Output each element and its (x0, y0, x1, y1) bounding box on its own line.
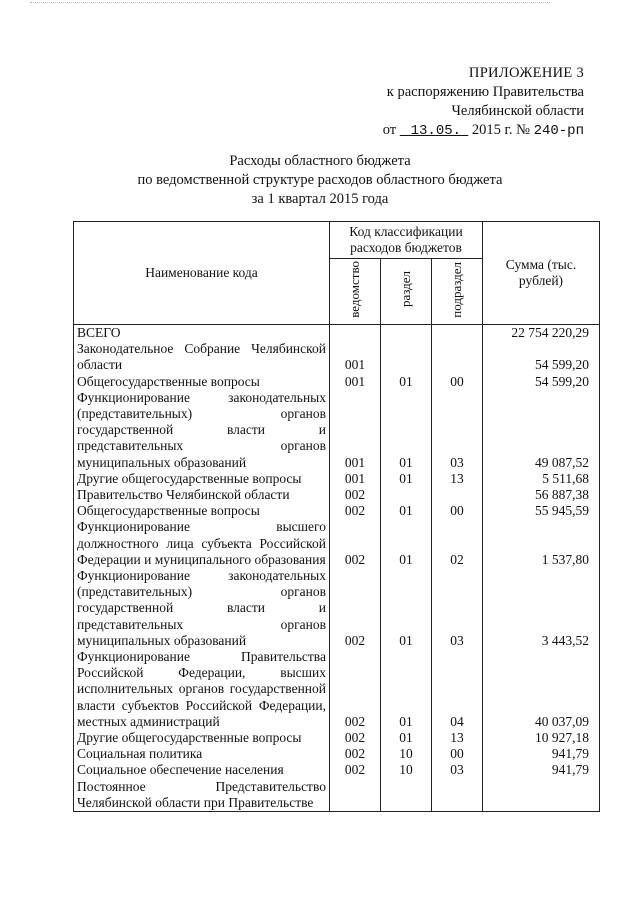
header-sum: Сумма (тыс. рублей) (483, 222, 600, 325)
row-subsection: 03 (432, 390, 483, 471)
row-department: 002 (330, 568, 381, 649)
row-name: Функционирование Правительства Российской Федерации, высших исполнительных органов государственной власти субъектов Российской Федерации, местных администраций (74, 649, 330, 730)
order-year: 2015 г. № (471, 122, 530, 138)
document-title-line-1: Расходы областного бюджета (229, 153, 411, 169)
row-subsection: 00 (432, 374, 483, 390)
row-sum: 56 887,38 (483, 487, 600, 503)
row-sum: 5 511,68 (483, 471, 600, 487)
row-name: Другие общегосударственные вопросы (74, 730, 330, 746)
table-row (74, 746, 600, 762)
row-name: ВСЕГО (74, 325, 330, 342)
document-title-line-3: за 1 квартал 2015 года (251, 191, 389, 207)
header-classification: Код классификации расходов бюджетов (330, 222, 483, 259)
scan-artifact-line (30, 2, 550, 5)
table-row (74, 503, 600, 519)
row-department: 002 (330, 519, 381, 568)
row-name: Общегосударственные вопросы (74, 503, 330, 519)
row-department: 001 (330, 374, 381, 390)
row-section: 01 (381, 519, 432, 568)
table-row (74, 341, 600, 373)
row-department: 001 (330, 471, 381, 487)
row-name: Функционирование законодательных (представительных) органов государственной власти и представительных органов муниципальных образований (74, 390, 330, 471)
row-section (381, 341, 432, 373)
table-row (74, 374, 600, 390)
budget-table (73, 221, 600, 812)
row-department: 002 (330, 649, 381, 730)
row-subsection: 13 (432, 471, 483, 487)
row-sum: 1 537,80 (483, 519, 600, 568)
row-name: Правительство Челябинской области (74, 487, 330, 503)
row-sum: 941,79 (483, 762, 600, 778)
appendix-line-2: Челябинской области (451, 103, 584, 119)
row-subsection: 13 (432, 730, 483, 746)
row-subsection: 00 (432, 503, 483, 519)
row-department (330, 325, 381, 342)
table-row (74, 390, 600, 471)
header-subsection: подраздел (449, 261, 464, 318)
row-name: Функционирование законодательных (представительных) органов государственной власти и представительных органов муниципальных образований (74, 568, 330, 649)
row-section: 01 (381, 390, 432, 471)
appendix-title: ПРИЛОЖЕНИЕ 3 (468, 65, 584, 81)
table-row (74, 519, 600, 568)
row-department: 002 (330, 762, 381, 778)
row-name: Другие общегосударственные вопросы (74, 471, 330, 487)
row-subsection: 00 (432, 746, 483, 762)
table-row (74, 779, 600, 812)
row-department: 002 (330, 746, 381, 762)
row-subsection: 03 (432, 568, 483, 649)
table-row (74, 762, 600, 778)
row-subsection (432, 325, 483, 342)
row-subsection (432, 487, 483, 503)
row-name: Постоянное Представительство Челябинской области при Правительстве (74, 779, 330, 812)
table-row (74, 487, 600, 503)
row-department: 002 (330, 730, 381, 746)
header-department: ведомство (347, 261, 362, 318)
order-date: 13.05. (410, 123, 462, 139)
row-name: Общегосударственные вопросы (74, 374, 330, 390)
row-subsection: 04 (432, 649, 483, 730)
row-sum: 10 927,18 (483, 730, 600, 746)
row-sum: 941,79 (483, 746, 600, 762)
row-subsection: 03 (432, 762, 483, 778)
appendix-header (383, 64, 584, 141)
table-body (74, 325, 600, 812)
row-section: 01 (381, 568, 432, 649)
row-sum: 54 599,20 (483, 374, 600, 390)
row-department: 001 (330, 390, 381, 471)
row-subsection (432, 779, 483, 812)
row-sum: 40 037,09 (483, 649, 600, 730)
row-sum: 54 599,20 (483, 341, 600, 373)
row-subsection (432, 341, 483, 373)
table-row (74, 568, 600, 649)
row-section: 01 (381, 374, 432, 390)
row-sum: 3 443,52 (483, 568, 600, 649)
row-section: 01 (381, 471, 432, 487)
row-section (381, 325, 432, 342)
row-section: 01 (381, 730, 432, 746)
document-title (0, 152, 640, 209)
row-name: Социальное обеспечение населения (74, 762, 330, 778)
date-prefix: от (382, 122, 397, 138)
row-section: 01 (381, 649, 432, 730)
row-subsection: 02 (432, 519, 483, 568)
row-sum: 55 945,59 (483, 503, 600, 519)
row-section: 01 (381, 503, 432, 519)
appendix-line-1: к распоряжению Правительства (386, 84, 584, 100)
order-number: 240-рп (533, 123, 584, 139)
row-department (330, 779, 381, 812)
row-sum: 49 087,52 (483, 390, 600, 471)
row-section: 10 (381, 762, 432, 778)
row-sum: 22 754 220,29 (483, 325, 600, 342)
row-department: 001 (330, 341, 381, 373)
table-row (74, 325, 600, 342)
row-section (381, 487, 432, 503)
table-row (74, 649, 600, 730)
row-name: Функционирование высшего должностного лица субъекта Российской Федерации и муниципального образования (74, 519, 330, 568)
row-section (381, 779, 432, 812)
order-date-line (383, 121, 584, 141)
header-name: Наименование кода (74, 222, 330, 325)
table-row (74, 730, 600, 746)
row-sum (483, 779, 600, 812)
row-department: 002 (330, 487, 381, 503)
row-name: Социальная политика (74, 746, 330, 762)
header-section: раздел (398, 271, 413, 308)
table-row (74, 471, 600, 487)
row-department: 002 (330, 503, 381, 519)
row-name: Законодательное Собрание Челябинской области (74, 341, 330, 373)
row-section: 10 (381, 746, 432, 762)
document-title-line-2: по ведомственной структуре расходов областного бюджета (137, 172, 503, 188)
order-date-underline (400, 121, 469, 141)
